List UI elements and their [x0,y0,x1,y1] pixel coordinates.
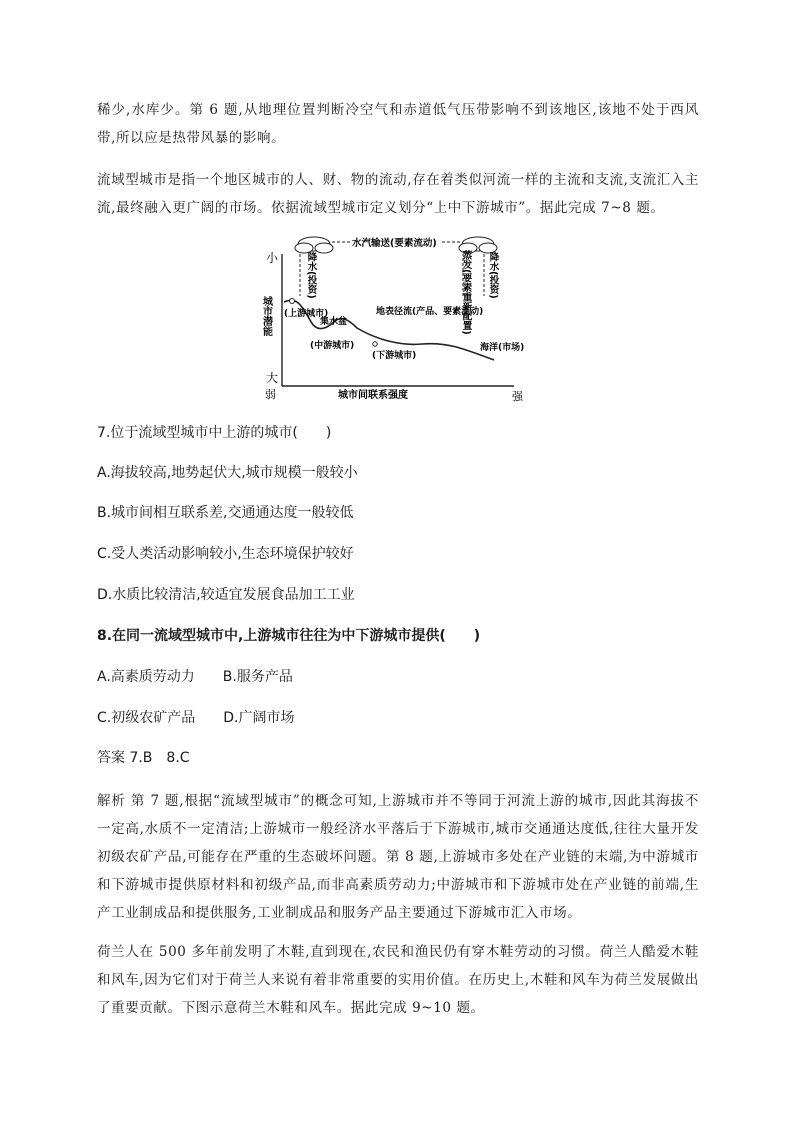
y-small-label: 小 [266,251,279,265]
downstream-label: (下游城市) [372,351,417,361]
question-8-option-b: B.服务产品 [222,669,293,685]
evap-label: 蒸发(要素重新配置) [460,250,472,335]
watershed-city-diagram [162,236,558,402]
downstream-city-dot [373,342,377,346]
upstream-label: (上游城市) [284,309,329,319]
intro-paragraph: 稀少,水库少。第 6 题,从地理位置判断冷空气和赤道低气压带影响不到该地区,该地不处于西风带,所以应是热带风暴的影响。 [97,102,699,146]
surface-runoff-label: 地表径流(产品、要素流动) [376,307,484,317]
question-7-option-b: B.城市间相互联系差,交通通达度一般较低 [97,505,354,521]
question-7-stem: 7.位于流域型城市中上游的城市( ) [97,425,332,441]
answer-line: 答案 7.B 8.C [97,750,190,766]
cloud-left-icon [295,237,333,253]
question-7-option-a: A.海拔较高,地势起伏大,城市规模一般较小 [97,465,358,481]
analysis-paragraph: 解析 第 7 题,根据“流域型城市”的概念可知,上游城市并不等同于河流上游的城市,因此其海拔不一定高,水质不一定清洁;上游城市一般经济水平落后于下游城市,城市交通通达度低,往往大量开发初级农矿产品,可能存在严重的生态破坏问题。第 8 题,上游城市多处在产业链的末端,为中游城市和下游城市提供原材料和初级产品,而非高素质劳动力;中游城市和下游城市处在产业链的前端,生产工业制成品和提供服务,工业制成品和服务产品主要通过下游城市汇入市场。 [97,793,699,921]
question-7-option-d: D.水质比较清洁,较适宜发展食品加工工业 [97,587,355,603]
passage-7-8: 流域型城市是指一个地区城市的人、财、物的流动,存在着类似河流一样的主流和支流,支流汇入主流,最终融入更广阔的市场。依据流域型城市定义划分“上中下游城市”。据此完成 7~8 题。 [97,172,699,216]
question-8-option-d: D.广阔市场 [223,710,295,726]
precip-left-label: 降水(投资) [305,252,317,299]
x-weak-label: 弱 [265,388,276,401]
catchment-label: 集水盆 [320,317,348,327]
question-8-option-c: C.初级农矿产品 [97,710,196,726]
midstream-label: (中游城市) [310,341,355,351]
x-strong-label: 强 [512,390,523,402]
passage-9-10: 荷兰人在 500 多年前发明了木鞋,直到现在,农民和渔民仍有穿木鞋劳动的习惯。荷兰人酷爱木鞋和风车,因为它们对于荷兰人来说有着非常重要的实用价值。在历史上,木鞋和风车为荷兰发展做出了重要贡献。下图示意荷兰木鞋和风车。据此完成 9~10 题。 [97,944,699,1016]
y-axis-label: 城市潜能 [260,296,272,336]
question-8-options-row2 [97,707,294,727]
question-8-stem: 8.在同一流域型城市中,上游城市往往为中下游城市提供( ) [97,628,481,644]
vapor-flow-label: 水汽输送(要素流动) [352,238,437,249]
upstream-city-dot [290,299,295,304]
ocean-label: 海洋(市场) [480,343,525,353]
question-8-option-a: A.高素质劳动力 [97,669,195,685]
question-8-options-row1 [97,666,293,686]
question-7-option-c: C.受人类活动影响较小,生态环境保护较好 [97,546,354,562]
y-large-label: 大 [266,371,279,385]
precip-right-label: 降水(投资) [487,252,499,299]
x-axis-label: 城市间联系强度 [338,390,408,401]
